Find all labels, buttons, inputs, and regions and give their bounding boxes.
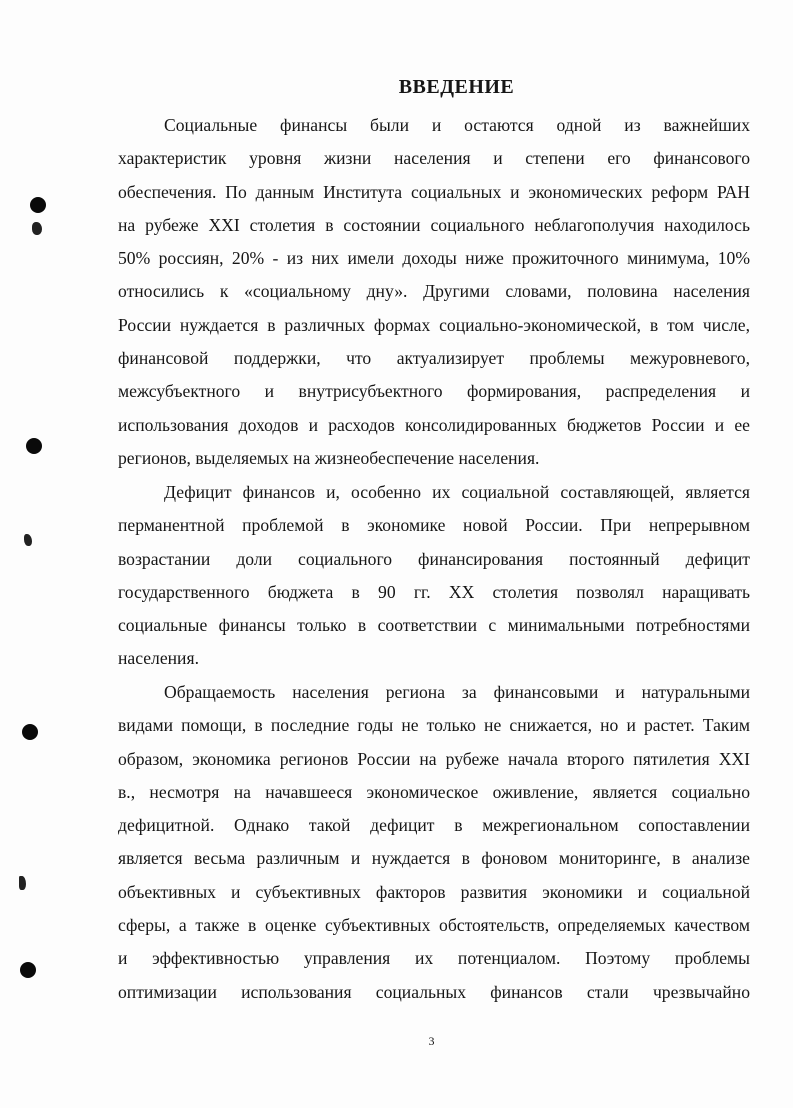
text-line: на рубеже XXI столетия в состоянии социального неблагополучия находилось [118,214,750,235]
text-line: относились к «социальному дну». Другими словами, половина населения [118,281,750,302]
text-line: России нуждается в различных формах социально-экономической, в том числе, [118,314,750,335]
text-line: характеристик уровня жизни населения и степени его финансового [118,148,750,169]
text-line: объективных и субъективных факторов развития экономики и социальной [118,881,750,902]
text-line: государственного бюджета в 90 гг. XX столетия позволял наращивать [118,581,750,602]
page-title: ВВЕДЕНИЕ [398,76,515,98]
text-line: и эффективностью управления их потенциалом. Поэтому проблемы [118,948,750,969]
text-line: образом, экономика регионов России на рубеже начала второго пятилетия XXI [118,748,750,769]
text-line: использования доходов и расходов консолидированных бюджетов России и ее [118,414,750,435]
text-line: видами помощи, в последние годы не только не снижается, но и растет. Таким [118,715,750,736]
binder-hole [26,438,42,454]
text-line: Дефицит финансов и, особенно их социальной составляющей, является [164,482,750,502]
paragraph-1 [118,109,750,475]
text-line: регионов, выделяемых на жизнеобеспечение населения. [118,447,540,468]
text-line: является весьма различным и нуждается в фоновом мониторинге, в анализе [118,848,750,869]
text-line: финансовой поддержки, что актуализирует проблемы межуровневого, [118,348,750,369]
text-line: обеспечения. По данным Института социальных и экономических реформ РАН [118,181,750,202]
page-number: 3 [428,1034,435,1048]
text-line: возрастании доли социального финансирования постоянный дефицит [118,548,750,569]
text-line: межсубъектного и внутрисубъектного формирования, распределения и [118,381,750,402]
binder-hole [30,197,46,213]
text-line: в., несмотря на начавшееся экономическое оживление, является социально [118,781,750,802]
binder-hole [20,962,36,978]
text-line: перманентной проблемой в экономике новой России. При непрерывном [118,515,750,536]
text-line: 50% россиян, 20% - из них имели доходы ниже прожиточного минимума, 10% [118,248,750,269]
binder-hole [22,724,38,740]
scan-mark [24,534,32,546]
text-line: сферы, а также в оценке субъективных обстоятельств, определяемых качеством [118,915,750,936]
text-line: оптимизации использования социальных финансов стали чрезвычайно [118,981,750,1002]
text-line: социальные финансы только в соответствии с минимальными потребностями [118,615,750,636]
scan-mark [32,222,42,235]
text-line: дефицитной. Однако такой дефицит в межрегиональном сопоставлении [118,815,750,836]
text-line: Обращаемость населения региона за финансовыми и натуральными [164,682,750,702]
scan-mark [19,876,26,890]
text-line: Социальные финансы были и остаются одной из важнейших [164,115,750,135]
paragraph-3 [118,676,750,1009]
paragraph-2 [118,476,750,676]
text-line: населения. [118,648,199,669]
